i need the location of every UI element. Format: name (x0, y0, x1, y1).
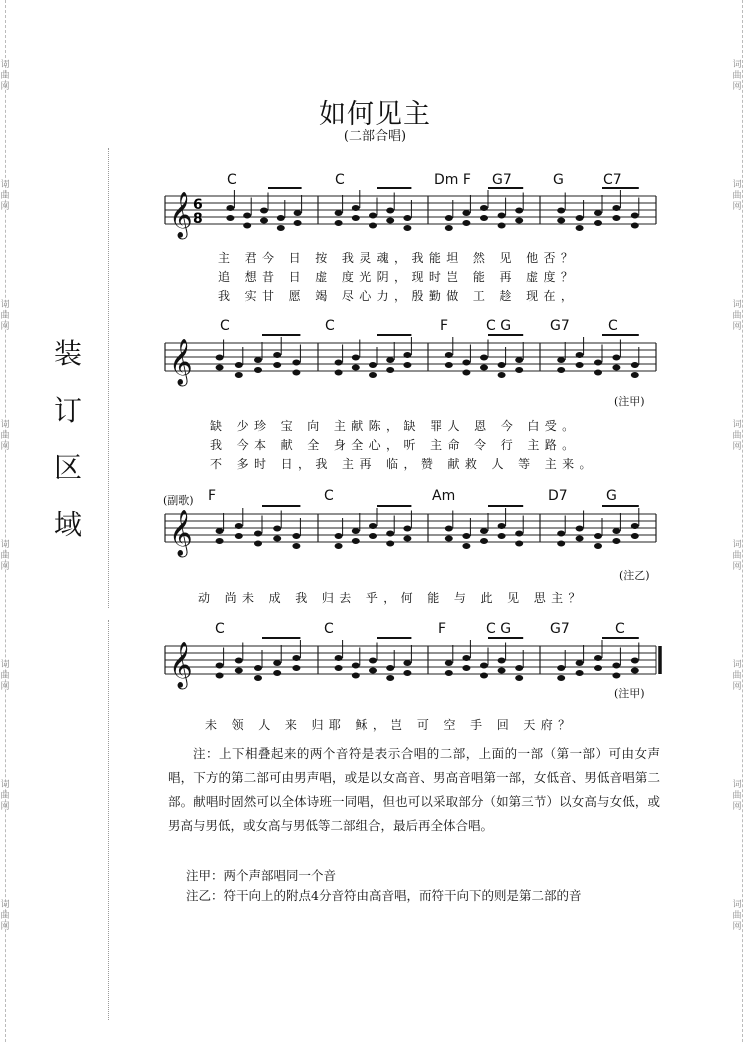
notehead (403, 215, 411, 221)
notehead (369, 533, 377, 539)
chord-symbol: G (553, 172, 564, 188)
notehead (243, 213, 251, 219)
lyric-line: 动 尚未 成 我 归去 乎，何 能 与 此 见 思主？ (198, 591, 586, 605)
watermark-mark: 词 曲 网 (0, 300, 10, 332)
notehead (403, 362, 411, 368)
notehead (273, 670, 281, 676)
notehead (612, 528, 620, 534)
notehead (335, 543, 343, 549)
lyric-line: 未 领 人 来 归耶 稣，岂 可 空 手 回 天府？ (205, 718, 576, 732)
notehead (403, 352, 411, 358)
notehead (557, 531, 565, 537)
notehead (445, 526, 453, 532)
watermark-mark: 词 曲 网 (732, 900, 742, 932)
notehead (292, 533, 300, 539)
chord-symbol: F (438, 621, 447, 637)
notehead (216, 673, 224, 679)
notehead (576, 362, 584, 368)
notehead (612, 538, 620, 544)
notehead (369, 523, 377, 529)
lyric-line: 我 今本 献 全 身全心，听 主命 令 行 主路。 (210, 438, 580, 452)
refrain-marker: (副歌) (163, 494, 194, 507)
notehead (480, 355, 488, 361)
notehead (273, 352, 281, 358)
binding-char: 装 (53, 337, 82, 370)
notehead (515, 665, 523, 671)
notehead (594, 533, 602, 539)
lyric-line: 主 君今 日 按 我灵魂，我能坦 然 见 他否？ (218, 251, 579, 265)
chord-symbol: C (215, 621, 225, 637)
chord-symbol: C (324, 488, 334, 504)
notehead (235, 533, 243, 539)
treble-clef: 𝄞 (169, 510, 193, 556)
notehead (292, 543, 300, 549)
notehead (235, 668, 243, 674)
notehead (386, 541, 394, 547)
notehead (515, 367, 523, 373)
chord-symbol: C7 (603, 172, 622, 188)
page-title: 如何见主 (319, 99, 431, 130)
lyric-line: 不 多时 日，我 主再 临，赞 献救 人 等 主来。 (210, 457, 597, 471)
notehead (254, 665, 262, 671)
notehead (335, 655, 343, 661)
notehead (462, 543, 470, 549)
notehead (594, 360, 602, 366)
chord-symbol: G7 (550, 621, 570, 637)
notehead (386, 208, 394, 214)
chord-symbol: C G (486, 318, 512, 334)
notehead (612, 215, 620, 221)
notehead (352, 205, 360, 211)
notehead (462, 360, 470, 366)
notehead (612, 365, 620, 371)
footnote-a: 注甲：两个声部唱同一个音 (186, 868, 337, 883)
notehead (273, 526, 281, 532)
binding-char: 域 (53, 508, 82, 541)
notehead (631, 362, 639, 368)
notehead (515, 208, 523, 214)
notehead (612, 355, 620, 361)
notehead (445, 215, 453, 221)
notehead (498, 223, 506, 229)
notehead (612, 673, 620, 679)
notehead (498, 362, 506, 368)
chord-symbol: C (615, 621, 625, 637)
notehead (515, 531, 523, 537)
notehead (403, 536, 411, 542)
notehead (594, 543, 602, 549)
notehead (498, 658, 506, 664)
notehead (631, 523, 639, 529)
lyric-line: 追 想昔 日 虚 度光阴，现时岂 能 再 虚度？ (218, 270, 579, 284)
watermark-mark: 词 曲 网 (0, 900, 10, 932)
notehead (352, 673, 360, 679)
notehead (216, 538, 224, 544)
notehead (631, 658, 639, 664)
notehead (612, 205, 620, 211)
notehead (254, 357, 262, 363)
notehead (292, 360, 300, 366)
notehead (335, 533, 343, 539)
notehead (352, 663, 360, 669)
notehead (480, 215, 488, 221)
notehead (352, 365, 360, 371)
notehead (462, 665, 470, 671)
chord-symbol: C (227, 172, 237, 188)
watermark-mark: 词 曲 网 (732, 540, 742, 572)
watermark-mark: 词 曲 网 (0, 60, 10, 92)
notehead (576, 660, 584, 666)
notehead (386, 531, 394, 537)
chord-symbol: D7 (548, 488, 568, 504)
watermark-mark: 词 曲 网 (732, 420, 742, 452)
notehead (480, 205, 488, 211)
notehead (369, 658, 377, 664)
notehead (369, 213, 377, 219)
notehead (335, 360, 343, 366)
notehead (445, 352, 453, 358)
watermark-mark: 词 曲 网 (732, 660, 742, 692)
notehead (273, 362, 281, 368)
notehead (335, 210, 343, 216)
notehead (515, 357, 523, 363)
notehead (498, 213, 506, 219)
notehead (557, 675, 565, 681)
chord-symbol: Am (432, 488, 456, 504)
chord-symbol: C (335, 172, 345, 188)
notehead (254, 367, 262, 373)
notehead (243, 223, 251, 229)
chord-symbol: G7 (492, 172, 512, 188)
notehead (254, 541, 262, 547)
notehead (594, 665, 602, 671)
notehead (631, 223, 639, 229)
notehead (235, 523, 243, 529)
notehead (480, 365, 488, 371)
notehead (273, 536, 281, 542)
notehead (557, 218, 565, 224)
notehead (515, 218, 523, 224)
chord-symbol: C (325, 318, 335, 334)
notehead (403, 526, 411, 532)
notehead (445, 225, 453, 231)
notehead (403, 660, 411, 666)
notehead (631, 213, 639, 219)
notehead (462, 220, 470, 226)
notehead (260, 208, 268, 214)
footnote-marker: (注乙) (619, 569, 650, 582)
notehead (260, 218, 268, 224)
notehead (216, 365, 224, 371)
notehead (557, 208, 565, 214)
notehead (216, 355, 224, 361)
notehead (557, 357, 565, 363)
notehead (386, 357, 394, 363)
binding-char: 区 (53, 451, 82, 484)
notehead (498, 668, 506, 674)
footnote-b: 注乙：符干向上的附点4分音符由高音唱，而符干向下的则是第二部的音 (186, 888, 582, 903)
notehead (631, 668, 639, 674)
chord-symbol: C (220, 318, 230, 334)
notehead (235, 658, 243, 664)
lyric-line: 缺 少珍 宝 向 主献陈，缺 罪人 恩 今 白受。 (210, 419, 580, 433)
treble-clef: 𝄞 (169, 192, 193, 238)
notehead (480, 528, 488, 534)
watermark-mark: 词 曲 网 (732, 60, 742, 92)
watermark-mark: 词 曲 网 (732, 180, 742, 212)
notehead (515, 541, 523, 547)
notehead (369, 362, 377, 368)
watermark-mark: 词 曲 网 (0, 420, 10, 452)
lyric-line: 我 实甘 愿 竭 尽心力，殷勤做 工 趁 现在， (218, 289, 579, 303)
notehead (273, 660, 281, 666)
chord-symbol: F (440, 318, 449, 334)
chord-symbol: F (208, 488, 217, 504)
watermark-mark: 词 曲 网 (0, 780, 10, 812)
notehead (576, 225, 584, 231)
watermark-mark: 词 曲 网 (0, 180, 10, 212)
notehead (557, 665, 565, 671)
treble-clef: 𝄞 (169, 339, 193, 385)
notehead (277, 215, 285, 221)
notehead (352, 528, 360, 534)
notehead (631, 533, 639, 539)
notehead (445, 362, 453, 368)
notehead (254, 675, 262, 681)
notehead (515, 675, 523, 681)
notehead (277, 225, 285, 231)
notehead (386, 367, 394, 373)
notehead (480, 663, 488, 669)
watermark-mark: 词 曲 网 (732, 780, 742, 812)
notehead (445, 536, 453, 542)
notehead (462, 210, 470, 216)
notehead (498, 533, 506, 539)
notehead (216, 528, 224, 534)
notehead (498, 372, 506, 378)
chord-symbol: C (324, 621, 334, 637)
notehead (403, 225, 411, 231)
notehead (294, 220, 302, 226)
time-signature-bottom: 8 (193, 211, 203, 227)
notehead (292, 370, 300, 376)
watermark-mark: 词 曲 网 (0, 540, 10, 572)
notehead (594, 220, 602, 226)
notehead (292, 655, 300, 661)
notehead (386, 675, 394, 681)
treble-clef: 𝄞 (169, 642, 193, 688)
notehead (352, 355, 360, 361)
notehead (369, 668, 377, 674)
notehead (576, 352, 584, 358)
notehead (557, 541, 565, 547)
notehead (612, 663, 620, 669)
notehead (480, 538, 488, 544)
notehead (576, 670, 584, 676)
notehead (445, 670, 453, 676)
footnote-marker: (注甲) (614, 687, 645, 700)
notehead (216, 663, 224, 669)
notehead (576, 526, 584, 532)
notehead (352, 215, 360, 221)
chord-symbol: C G (486, 621, 512, 637)
notehead (386, 665, 394, 671)
notehead (235, 372, 243, 378)
chord-symbol: G (606, 488, 617, 504)
notehead (292, 665, 300, 671)
notehead (226, 205, 234, 211)
notehead (335, 665, 343, 671)
notehead (294, 210, 302, 216)
notehead (462, 655, 470, 661)
chord-symbol: G7 (550, 318, 570, 334)
notehead (254, 531, 262, 537)
notehead (480, 673, 488, 679)
notehead (335, 220, 343, 226)
notehead (557, 367, 565, 373)
chord-symbol: C (608, 318, 618, 334)
notehead (386, 218, 394, 224)
notehead (369, 372, 377, 378)
footnote-marker: (注甲) (614, 395, 645, 408)
page-subtitle: (二部合唱) (343, 129, 407, 144)
notehead (462, 533, 470, 539)
notehead (226, 215, 234, 221)
notehead (369, 223, 377, 229)
notehead (576, 215, 584, 221)
watermark-mark: 词 曲 网 (0, 660, 10, 692)
time-signature-top: 6 (193, 197, 203, 213)
notehead (631, 372, 639, 378)
notehead (352, 538, 360, 544)
notehead (594, 655, 602, 661)
notehead (235, 362, 243, 368)
notehead (335, 370, 343, 376)
chord-symbol: Dm F (434, 172, 471, 188)
notehead (498, 523, 506, 529)
notehead (576, 536, 584, 542)
notehead (403, 670, 411, 676)
notehead (594, 370, 602, 376)
notehead (594, 210, 602, 216)
notehead (445, 660, 453, 666)
binding-char: 订 (53, 394, 82, 427)
watermark-mark: 词 曲 网 (732, 300, 742, 332)
performance-note: 注：上下相叠起来的两个音符是表示合唱的二部，上面的一部（第一部）可由女声唱，下方的第二部可由男声唱，或是以女高音、男高音唱第一部，女低音、男低音唱第二部。献唱时固然可以全体诗班一同唱，但也可以采取部分（如第三节）以女高与女低，或男高与男低，或女高与男低等二部组合，最后再全体合唱。 (168, 746, 660, 833)
notehead (462, 370, 470, 376)
